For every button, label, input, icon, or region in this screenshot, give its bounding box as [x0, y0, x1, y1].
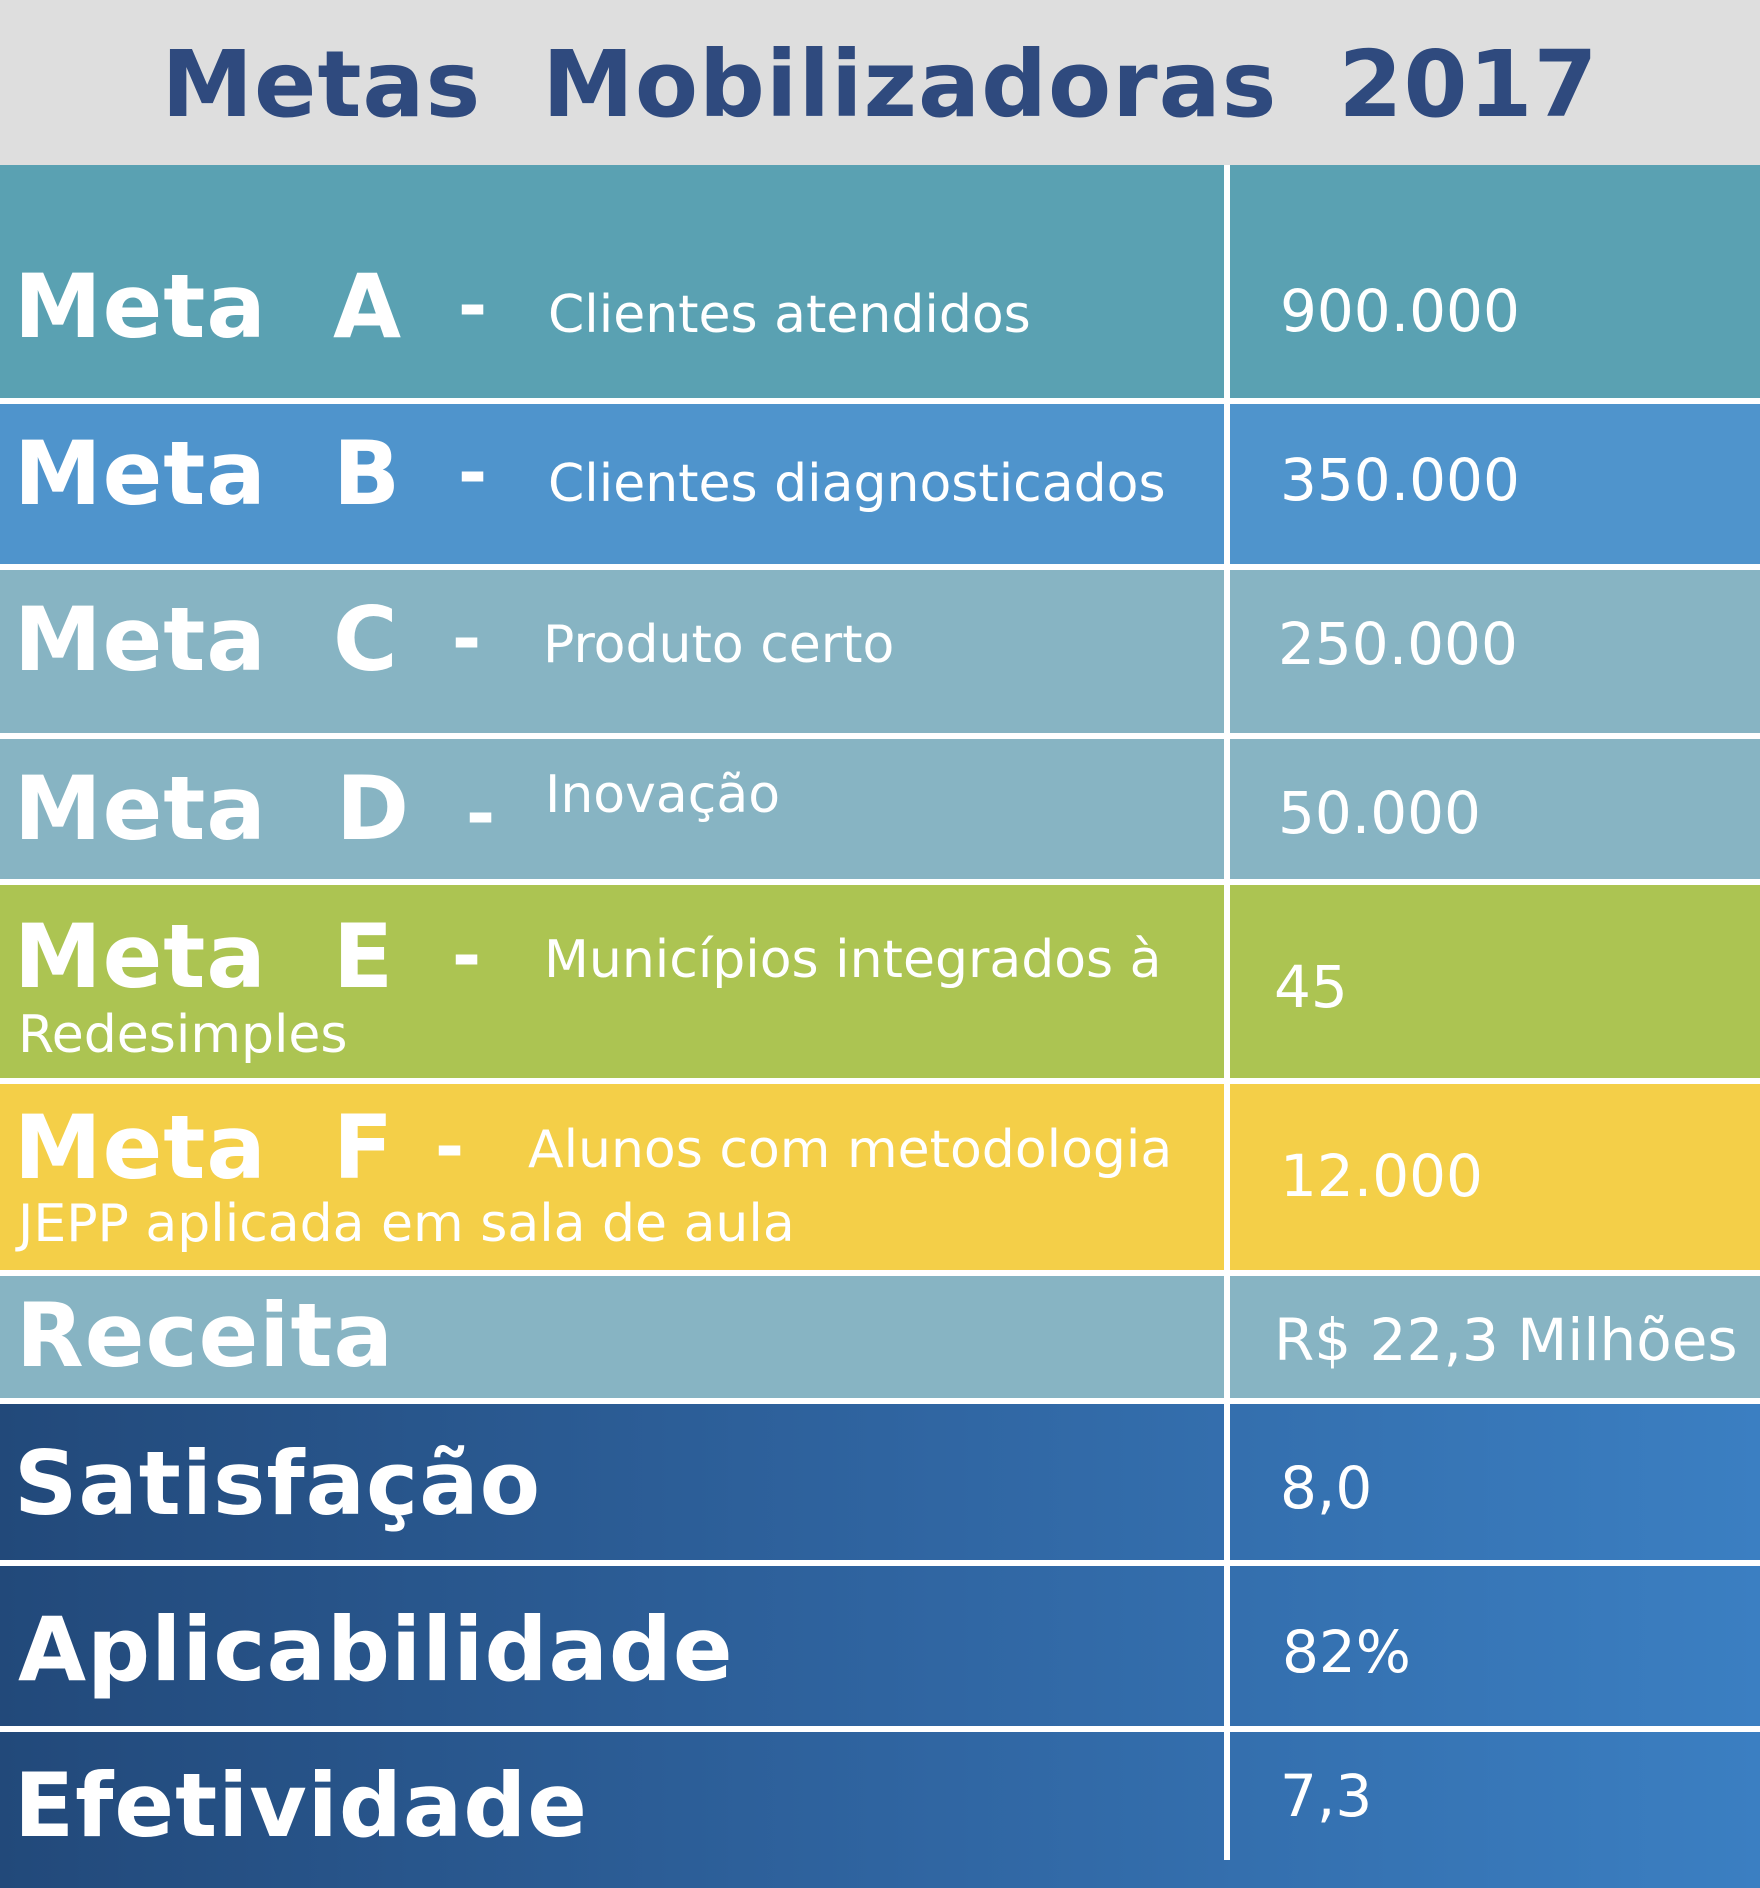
- meta-value: 45: [1274, 953, 1348, 1021]
- column-divider: [1224, 1732, 1230, 1860]
- satisfacao-label: Satisfação: [14, 1432, 542, 1535]
- row-receita: [0, 1276, 1760, 1398]
- value-cell: [1230, 1276, 1760, 1398]
- value-cell: [1230, 1084, 1760, 1270]
- meta-value: 250.000: [1278, 610, 1518, 678]
- column-divider: [1224, 1404, 1230, 1560]
- meta-letter: F: [333, 1096, 394, 1199]
- meta-description: Alunos com metodologia: [528, 1120, 1173, 1180]
- meta-description: Clientes atendidos: [548, 285, 1031, 345]
- label-cell: [0, 165, 1224, 398]
- meta-value: 12.000: [1280, 1142, 1483, 1210]
- label-cell: [0, 1084, 1224, 1270]
- meta-description-line2: Redesimples: [18, 1005, 348, 1065]
- row-efetividade: [0, 1732, 1760, 1888]
- page-title: Metas Mobilizadoras 2017: [161, 31, 1599, 138]
- meta-dash: -: [466, 773, 496, 855]
- meta-description: Clientes diagnosticados: [548, 454, 1166, 514]
- row-aplicabilidade: [0, 1566, 1760, 1726]
- meta-description-line2: JEPP aplicada em sala de aula: [18, 1194, 795, 1254]
- value-cell: [1230, 165, 1760, 398]
- column-divider: [1224, 1566, 1230, 1726]
- meta-letter: D: [336, 757, 410, 860]
- meta-letter: A: [333, 255, 402, 358]
- value-cell: [1230, 885, 1760, 1078]
- meta-letter: C: [333, 588, 398, 691]
- meta-dash: -: [458, 432, 488, 514]
- row-meta-e: [0, 885, 1760, 1078]
- meta-letter: E: [333, 905, 394, 1008]
- label-cell: [0, 885, 1224, 1078]
- row-satisfacao: [0, 1404, 1760, 1560]
- value-cell: [1230, 404, 1760, 564]
- meta-value: 350.000: [1280, 446, 1520, 514]
- meta-dash: -: [458, 265, 488, 347]
- meta-dash: -: [452, 598, 482, 680]
- row-meta-a: [0, 165, 1760, 398]
- receita-value: R$ 22,3 Milhões: [1274, 1306, 1738, 1374]
- meta-label: Meta: [14, 588, 267, 691]
- label-cell: [0, 1276, 1224, 1398]
- meta-label: Meta: [14, 255, 267, 358]
- receita-label: Receita: [16, 1284, 394, 1387]
- aplicabilidade-label: Aplicabilidade: [18, 1598, 734, 1701]
- header: [0, 0, 1760, 165]
- satisfacao-value: 8,0: [1280, 1454, 1373, 1522]
- meta-label: Meta: [14, 757, 267, 860]
- value-cell: [1230, 570, 1760, 733]
- row-meta-b: [0, 404, 1760, 564]
- meta-description: Inovação: [545, 765, 781, 825]
- label-cell: [0, 570, 1224, 733]
- efetividade-value: 7,3: [1280, 1762, 1373, 1830]
- aplicabilidade-value: 82%: [1282, 1618, 1411, 1686]
- row-meta-d: [0, 739, 1760, 879]
- row-meta-f: [0, 1084, 1760, 1270]
- label-cell: [0, 739, 1224, 879]
- meta-value: 50.000: [1278, 779, 1481, 847]
- value-cell: [1230, 739, 1760, 879]
- meta-label: Meta: [14, 1096, 267, 1199]
- meta-description: Municípios integrados à: [544, 930, 1162, 990]
- row-meta-c: [0, 570, 1760, 733]
- meta-description: Produto certo: [543, 615, 895, 675]
- meta-label: Meta: [14, 422, 267, 525]
- meta-label: Meta: [14, 905, 267, 1008]
- meta-value: 900.000: [1280, 277, 1520, 345]
- label-cell: [0, 404, 1224, 564]
- meta-letter: B: [333, 422, 401, 525]
- meta-dash: -: [435, 1106, 465, 1188]
- efetividade-label: Efetividade: [14, 1754, 588, 1857]
- meta-dash: -: [452, 915, 482, 997]
